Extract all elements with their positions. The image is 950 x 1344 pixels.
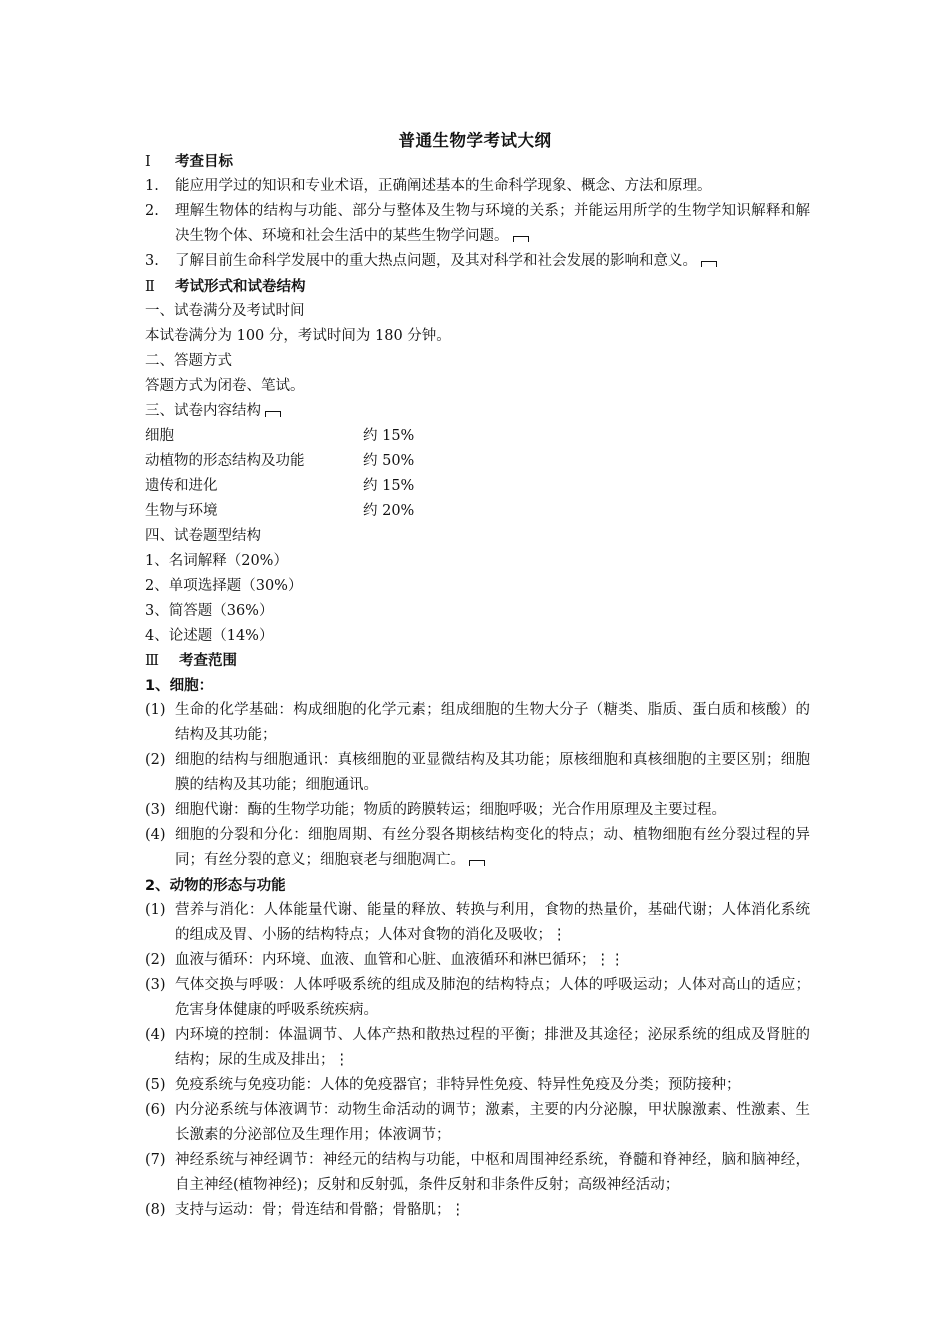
list-item-label: 1. xyxy=(145,178,159,194)
list-item xyxy=(145,249,810,274)
section-heading-format xyxy=(145,277,306,297)
paragraph-mark-icon xyxy=(265,411,281,417)
list-item-label: (2) xyxy=(145,752,166,768)
list-item-label: (4) xyxy=(145,827,166,843)
list-item xyxy=(145,898,810,948)
list-item-text: 气体交换与呼吸：人体呼吸系统的组成及肺泡的结构特点；人体的呼吸运动；人体对高山的适应；危害身体健康的呼吸系统疾病。 xyxy=(175,977,810,1018)
content-row xyxy=(145,426,414,446)
topic-heading-cell: 1、细胞： xyxy=(145,678,214,694)
paragraph: 答题方式为闭卷、笔试。 xyxy=(145,378,305,394)
question-type: 3、简答题（36%） xyxy=(145,603,274,619)
list-item-text: 细胞代谢：酶的生物学功能；物质的跨膜转运；细胞呼吸；光合作用原理及主要过程。 xyxy=(175,802,726,818)
subsection-title: 三、试卷内容结构 xyxy=(145,403,261,419)
subsection-title: 一、试卷满分及考试时间 xyxy=(145,303,305,319)
section-heading-scope xyxy=(145,651,237,671)
list-item-text: 神经系统与神经调节：神经元的结构与功能，中枢和周围神经系统，脊髓和脊神经，脑和脑神经，自主神经(植物神经)；反射和反射弧，条件反射和非条件反射；高级神经活动； xyxy=(175,1152,810,1193)
list-item xyxy=(145,973,810,1023)
list-item-label: (5) xyxy=(145,1077,166,1093)
list-item-label: (3) xyxy=(145,977,166,993)
list-item-text: 免疫系统与免疫功能：人体的免疫器官；非特异性免疫、特异性免疫及分类；预防接种； xyxy=(175,1077,741,1093)
question-type: 1、名词解释（20%） xyxy=(145,553,288,569)
content-percent: 约 20% xyxy=(363,503,415,519)
question-type: 2、单项选择题（30%） xyxy=(145,578,303,594)
list-item xyxy=(145,1073,810,1098)
list-item-label: (6) xyxy=(145,1102,166,1118)
paragraph-mark-icon xyxy=(513,236,529,242)
list-item xyxy=(145,823,810,873)
content-row xyxy=(145,451,414,471)
content-name: 动植物的形态结构及功能 xyxy=(145,453,305,469)
content-percent: 约 15% xyxy=(363,478,415,494)
subsection-title-with-mark xyxy=(145,401,281,421)
section-title: 考查目标 xyxy=(175,154,233,170)
section-number: Ⅰ xyxy=(145,154,151,170)
subsection-title: 四、试卷题型结构 xyxy=(145,528,261,544)
list-item-text: 细胞的分裂和分化：细胞周期、有丝分裂各期核结构变化的特点；动、植物细胞有丝分裂过程的异同；有丝分裂的意义；细胞衰老与细胞凋亡。 xyxy=(175,827,810,868)
list-item-text: 内分泌系统与体液调节：动物生命活动的调节；激素，主要的内分泌腺，甲状腺激素、性激素、生长激素的分泌部位及生理作用；体液调节； xyxy=(175,1102,810,1143)
list-item xyxy=(145,1023,810,1073)
list-item-text: 理解生物体的结构与功能、部分与整体及生物与环境的关系；并能运用所学的生物学知识解释和解决生物个体、环境和社会生活中的某些生物学问题。 xyxy=(175,203,810,244)
section-title: 考试形式和试卷结构 xyxy=(175,279,306,295)
topic-heading-animal: 2、动物的形态与功能 xyxy=(145,878,286,894)
list-item xyxy=(145,748,810,798)
paragraph-mark-icon xyxy=(469,860,485,866)
list-item-label: (1) xyxy=(145,902,166,918)
list-item-label: 3. xyxy=(145,253,159,269)
content-percent: 约 15% xyxy=(363,428,415,444)
paragraph-mark-icon xyxy=(701,261,717,267)
list-item-text: 细胞的结构与细胞通讯：真核细胞的亚显微结构及其功能；原核细胞和真核细胞的主要区别；细胞膜的结构及其功能；细胞通讯。 xyxy=(175,752,810,793)
content-name: 生物与环境 xyxy=(145,503,218,519)
section-number: Ⅱ xyxy=(145,279,155,295)
list-item-text: 了解目前生命科学发展中的重大热点问题，及其对科学和社会发展的影响和意义。 xyxy=(175,253,697,269)
list-item-label: (8) xyxy=(145,1202,166,1218)
list-item xyxy=(145,199,810,249)
list-item-label: (3) xyxy=(145,802,166,818)
content-percent: 约 50% xyxy=(363,453,415,469)
page-title: 普通生物学考试大纲 xyxy=(398,131,552,150)
list-item xyxy=(145,948,810,973)
content-row xyxy=(145,501,414,521)
section-number: Ⅲ xyxy=(145,653,159,669)
list-item xyxy=(145,698,810,748)
list-item-label: 2. xyxy=(145,203,159,219)
list-item-label: (7) xyxy=(145,1152,166,1168)
section-heading-objectives xyxy=(145,152,233,172)
section-title: 考查范围 xyxy=(179,653,237,669)
list-item-text: 营养与消化：人体能量代谢、能量的释放、转换与利用，食物的热量价，基础代谢；人体消化系统的组成及胃、小肠的结构特点；人体对食物的消化及吸收；⋮ xyxy=(175,902,810,943)
list-item-text: 内环境的控制：体温调节、人体产热和散热过程的平衡；排泄及其途径；泌尿系统的组成及肾脏的结构；尿的生成及排出；⋮ xyxy=(175,1027,810,1068)
list-item xyxy=(145,174,810,199)
list-item-text: 能应用学过的知识和专业术语，正确阐述基本的生命科学现象、概念、方法和原理。 xyxy=(175,178,712,194)
list-item xyxy=(145,1098,810,1148)
list-item-text: 生命的化学基础：构成细胞的化学元素；组成细胞的生物大分子（糖类、脂质、蛋白质和核酸）的结构及其功能； xyxy=(175,702,810,743)
list-item-label: (2) xyxy=(145,952,166,968)
content-row xyxy=(145,476,414,496)
subsection-title: 二、答题方式 xyxy=(145,353,232,369)
list-item-text: 血液与循环：内环境、血液、血管和心脏、血液循环和淋巴循环；⋮⋮ xyxy=(175,952,625,968)
content-name: 遗传和进化 xyxy=(145,478,218,494)
list-item-text: 支持与运动：骨；骨连结和骨骼；骨骼肌；⋮ xyxy=(175,1202,465,1218)
content-name: 细胞 xyxy=(145,428,174,444)
list-item-label: (1) xyxy=(145,702,166,718)
paragraph: 本试卷满分为 100 分，考试时间为 180 分钟。 xyxy=(145,328,451,344)
question-type: 4、论述题（14%） xyxy=(145,628,274,644)
list-item-label: (4) xyxy=(145,1027,166,1043)
list-item xyxy=(145,798,810,823)
list-item xyxy=(145,1198,810,1223)
list-item xyxy=(145,1148,810,1198)
